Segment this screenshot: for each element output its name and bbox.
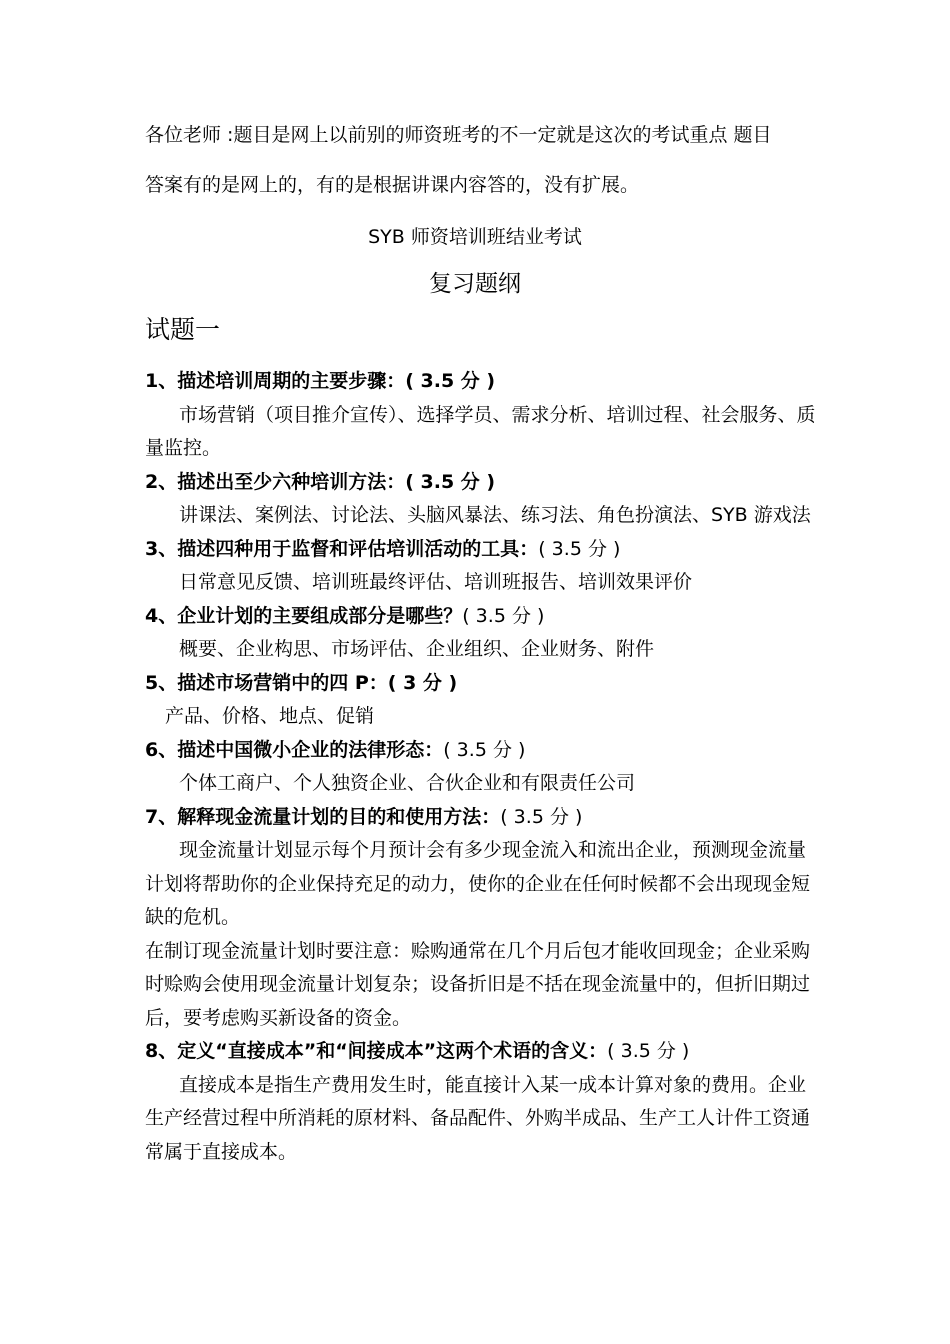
question-3 (145, 533, 817, 567)
question-text: 3、描述四种用于监督和评估培训活动的工具： (145, 537, 539, 560)
intro-line-1: 各位老师 :题目是网上以前别的师资班考的不一定就是这次的考试重点 题目 (145, 124, 772, 146)
question-points: ( 3.5 分 ) (462, 604, 545, 627)
question-5 (145, 667, 817, 701)
question-points: ( 3.5 分 ) (405, 470, 496, 493)
question-1 (145, 365, 817, 399)
question-points: ( 3.5 分 ) (405, 370, 496, 392)
question-points: ( 3.5 分 ) (500, 805, 583, 828)
question-points: ( 3.5 分 ) (538, 537, 621, 560)
answer-7-note: 在制订现金流量计划时要注意：赊购通常在几个月后包才能收回现金；企业采购时赊购会使用现金流量计划复杂；设备折旧是不括在现金流量中的，但折旧期过后，要考虑购买新设备的资金。 (145, 939, 811, 1029)
document-subtitle: SYB 师资培训班结业考试 (368, 226, 582, 248)
question-text: 1、描述培训周期的主要步骤： (145, 370, 406, 392)
question-text: 2、描述出至少六种培训方法： (145, 470, 406, 493)
question-list (145, 365, 817, 1169)
answer-5: 产品、价格、地点、促销 (165, 705, 375, 727)
question-points: ( 3.5 分 ) (443, 738, 526, 761)
answer-8: 直接成本是指生产费用发生时，能直接计入某一成本计算对象的费用。企业生产经营过程中所消耗的原材料、备品配件、外购半成品、生产工人计件工资通常属于直接成本。 (145, 1073, 811, 1163)
question-text: 4、企业计划的主要组成部分是哪些？ (145, 604, 463, 627)
question-text: 8、定义“直接成本”和“间接成本”这两个术语的含义： (145, 1040, 608, 1062)
answer-3: 日常意见反馈、培训班最终评估、培训班报告、培训效果评价 (179, 571, 693, 593)
answer-4: 概要、企业构思、市场评估、企业组织、企业财务、附件 (179, 638, 655, 660)
intro-line-2: 答案有的是网上的，有的是根据讲课内容答的，没有扩展。 (145, 174, 640, 196)
question-text: 6、描述中国微小企业的法律形态： (145, 738, 444, 761)
question-text: 7、解释现金流量计划的目的和使用方法： (145, 805, 501, 828)
question-6 (145, 734, 817, 768)
question-4 (145, 600, 817, 634)
answer-7: 现金流量计划显示每个月预计会有多少现金流入和流出企业，预测现金流量计划将帮助你的企业保持充足的动力，使你的企业在任何时候都不会出现现金短缺的危机。 (145, 839, 811, 928)
question-points: ( 3.5 分 ) (607, 1040, 690, 1062)
section-heading: 试题一 (145, 315, 221, 344)
question-points: ( 3 分 ) (387, 671, 458, 694)
question-text: 5、描述市场营销中的四 P： (145, 671, 388, 694)
document-title: 复习题纲 (429, 271, 521, 297)
question-7 (145, 801, 817, 835)
answer-1: 市场营销（项目推介宣传）、选择学员、需求分析、培训过程、社会服务、质量监控。 (145, 403, 816, 459)
answer-2: 讲课法、案例法、讨论法、头脑风暴法、练习法、角色扮演法、SYB 游戏法 (179, 504, 811, 526)
question-2 (145, 466, 817, 500)
question-8 (145, 1035, 817, 1069)
answer-6: 个体工商户、个人独资企业、合伙企业和有限责任公司 (179, 772, 636, 794)
